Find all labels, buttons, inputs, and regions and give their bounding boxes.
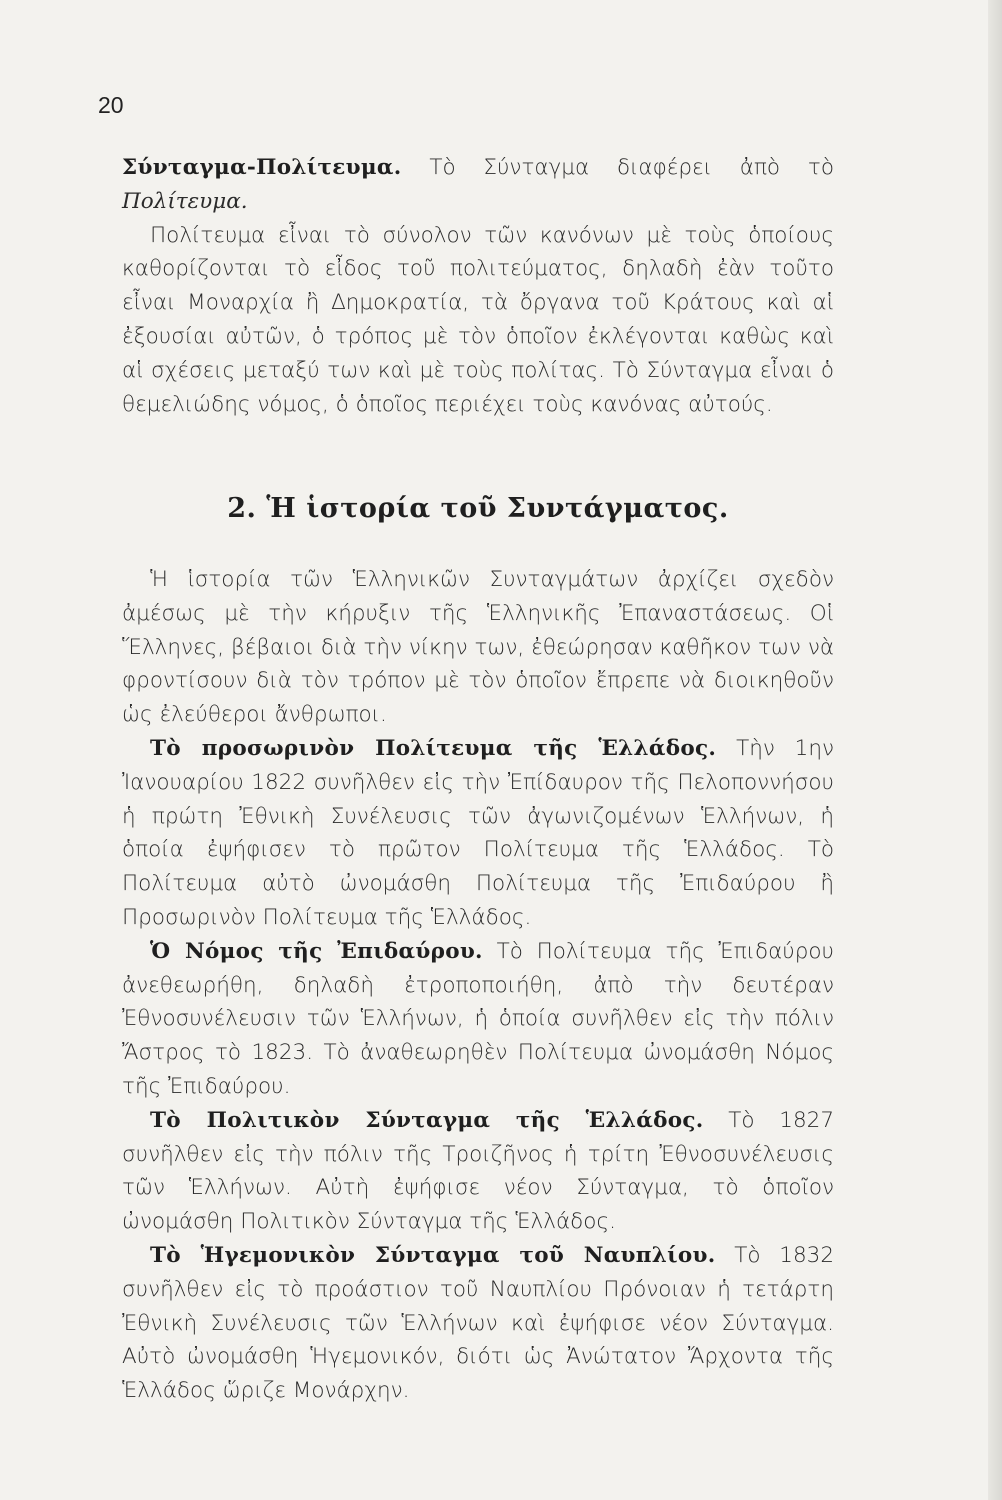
intro-block [122,151,834,421]
subsection-text: Τὸ 1827 συνῆλθεν εἰς τὴν πόλιν τῆς Τροιζῆνος ἡ τρίτη Ἐθνοσυνέλευσις τῶν Ἑλλήνων. Αὐτὴ ἐψήφισε νέον Σύνταγμα, τὸ ὁποῖον ὠνομάσθη Πολιτικὸν Σύνταγμα τῆς Ἑλλάδος. [122,1107,834,1235]
paragraph-history: Ἡ ἱστορία τῶν Ἑλληνικῶν Συνταγμάτων ἀρχίζει σχεδὸν ἀμέσως μὲ τὴν κήρυξιν τῆς Ἑλληνικῆς Ἐπαναστάσεως. Οἱ Ἕλληνες, βέβαιοι διὰ τὴν νίκην των, ἐθεώρησαν καθῆκον των νὰ φροντίσουν διὰ τὸν τρόπον μὲ τὸν ὁποῖον ἔπρεπε νὰ διοικηθοῦν ὡς ἐλεύθεροι ἄνθρωποι. [122,567,834,728]
subsection-title: Ὁ Νόμος τῆς Ἐπιδαύρου. [150,938,483,964]
subsection-title: Τὸ προσωρινὸν Πολίτευμα τῆς Ἑλλάδος. [150,735,717,761]
intro-title: Σύνταγμα-Πολίτευμα. [122,155,402,180]
history-block [122,563,834,1408]
intro-sentence: Τὸ Σύνταγμα διαφέρει ἀπὸ τὸ [429,155,834,180]
subsection-political-constitution [122,1104,834,1239]
intro-paragraph [122,151,834,219]
subsection-text: Τὸ 1832 συνῆλθεν εἰς τὸ προάστιον τοῦ Ναυπλίου Πρόνοιαν ἡ τετάρτη Ἐθνικὴ Συνέλευσις τῶν Ἑλλήνων καὶ ἐψήφισε νέον Σύνταγμα. Αὐτὸ ὠνομάσθη Ἡγεμονικόν, διότι ὡς Ἀνώτατον Ἄρχοντα τῆς Ἑλλάδος ὥριζε Μονάρχην. [122,1242,834,1404]
subsection-hegemonic-constitution [122,1239,834,1408]
subsection-text: Τὴν 1ην Ἰανουαρίου 1822 συνῆλθεν εἰς τὴν Ἐπίδαυρον τῆς Πελοποννήσου ἡ πρώτη Ἐθνικὴ Συνέλευσις τῶν ἀγωνιζομένων Ἑλλήνων, ἡ ὁποία ἐψήφισεν τὸ πρῶτον Πολίτευμα τῆς Ἑλλάδος. Τὸ Πολίτευμα αὐτὸ ὠνομάσθη Πολίτευμα τῆς Ἐπιδαύρου ἢ Προσωρινὸν Πολίτευμα τῆς Ἑλλάδος. [122,735,834,930]
subsection-law-epidaurus [122,935,834,1104]
subsection-provisional [122,732,834,935]
subsection-text: Τὸ Πολίτευμα τῆς Ἐπιδαύρου ἀνεθεωρήθη, δηλαδὴ ἐτροποποιήθη, ἀπὸ τὴν δευτέραν Ἐθνοσυνέλευσιν τῶν Ἑλλήνων, ἡ ὁποία συνῆλθεν εἰς τὴν πόλιν Ἄστρος τὸ 1823. Τὸ ἀναθεωρηθὲν Πολίτευμα ὠνομάσθη Νόμος τῆς Ἐπιδαύρου. [122,938,834,1099]
intro-italic: Πολίτευμα. [122,188,248,214]
section-heading: 2. Ἡ ἱστορία τοῦ Συντάγματος. [227,493,729,524]
subsection-title: Τὸ Πολιτικὸν Σύνταγμα τῆς Ἑλλάδος. [150,1107,704,1133]
page-edge [988,0,1002,1500]
paragraph-polity: Πολίτευμα εἶναι τὸ σύνολον τῶν κανόνων μὲ τοὺς ὁποίους καθορίζονται τὸ εἶδος τοῦ πολιτεύματος, δηλαδὴ ἐὰν τοῦτο εἶναι Μοναρχία ἢ Δημοκρατία, τὰ ὄργανα τοῦ Κράτους καὶ αἱ ἐξουσίαι αὐτῶν, ὁ τρόπος μὲ τὸν ὁποῖον ἐκλέγονται καθὼς καὶ αἱ σχέσεις μεταξύ των καὶ μὲ τοὺς πολίτας. Τὸ Σύνταγμα εἶναι ὁ θεμελιώδης νόμος, ὁ ὁποῖος περιέχει τοὺς κανόνας αὐτούς. [122,222,834,417]
subsection-title: Τὸ Ἡγεμονικὸν Σύνταγμα τοῦ Ναυπλίου. [150,1242,716,1268]
page-number: 20 [98,92,124,118]
